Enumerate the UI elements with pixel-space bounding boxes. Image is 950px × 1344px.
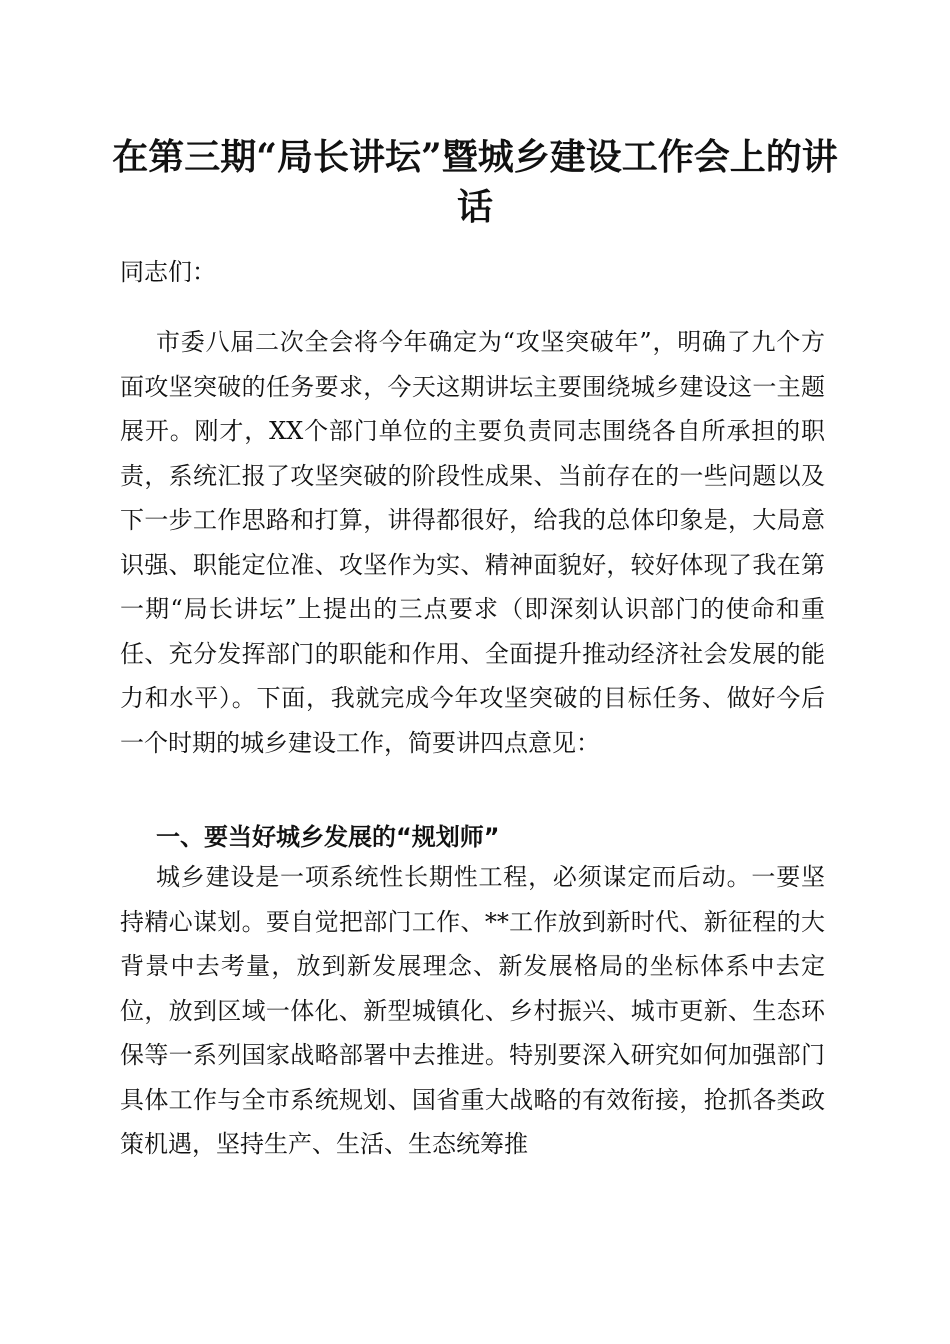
salutation: 同志们： <box>120 258 216 286</box>
document-title: 在第三期“局长讲坛”暨城乡建设工作会上的讲话 <box>112 136 838 228</box>
paragraph-intro: 市委八届二次全会将今年确定为“攻坚突破年”，明确了九个方面攻坚突破的任务要求，今天这期讲坛主要围绕城乡建设这一主题展开。刚才，XX个部门单位的主要负责同志围绕各自所承担的职责，系统汇报了攻坚突破的阶段性成果、当前存在的一些问题以及下一步工作思路和打算，讲得都很好，给我的总体印象是，大局意识强、职能定位准、攻坚作为实、精神面貌好，较好体现了我在第一期“局长讲坛”上提出的三点要求（即深刻认识部门的使命和重任、充分发挥部门的职能和作用、全面提升推动经济社会发展的能力和水平）。下面，我就完成今年攻坚突破的目标任务、做好今后一个时期的城乡建设工作，简要讲四点意见： <box>120 328 825 757</box>
paragraph-section-1: 城乡建设是一项系统性长期性工程，必须谋定而后动。一要坚持精心谋划。要自觉把部门工作、**工作放到新时代、新征程的大背景中去考量，放到新发展理念、新发展格局的坐标体系中去定位，放到区域一体化、新型城镇化、乡村振兴、城市更新、生态环保等一系列国家战略部署中去推进。特别要深入研究如何加强部门具体工作与全市系统规划、国省重大战略的有效衔接，抢抓各类政策机遇，坚持生产、生活、生态统筹推 <box>120 863 825 1158</box>
section-heading-1: 一、要当好城乡发展的“规划师” <box>156 823 500 851</box>
